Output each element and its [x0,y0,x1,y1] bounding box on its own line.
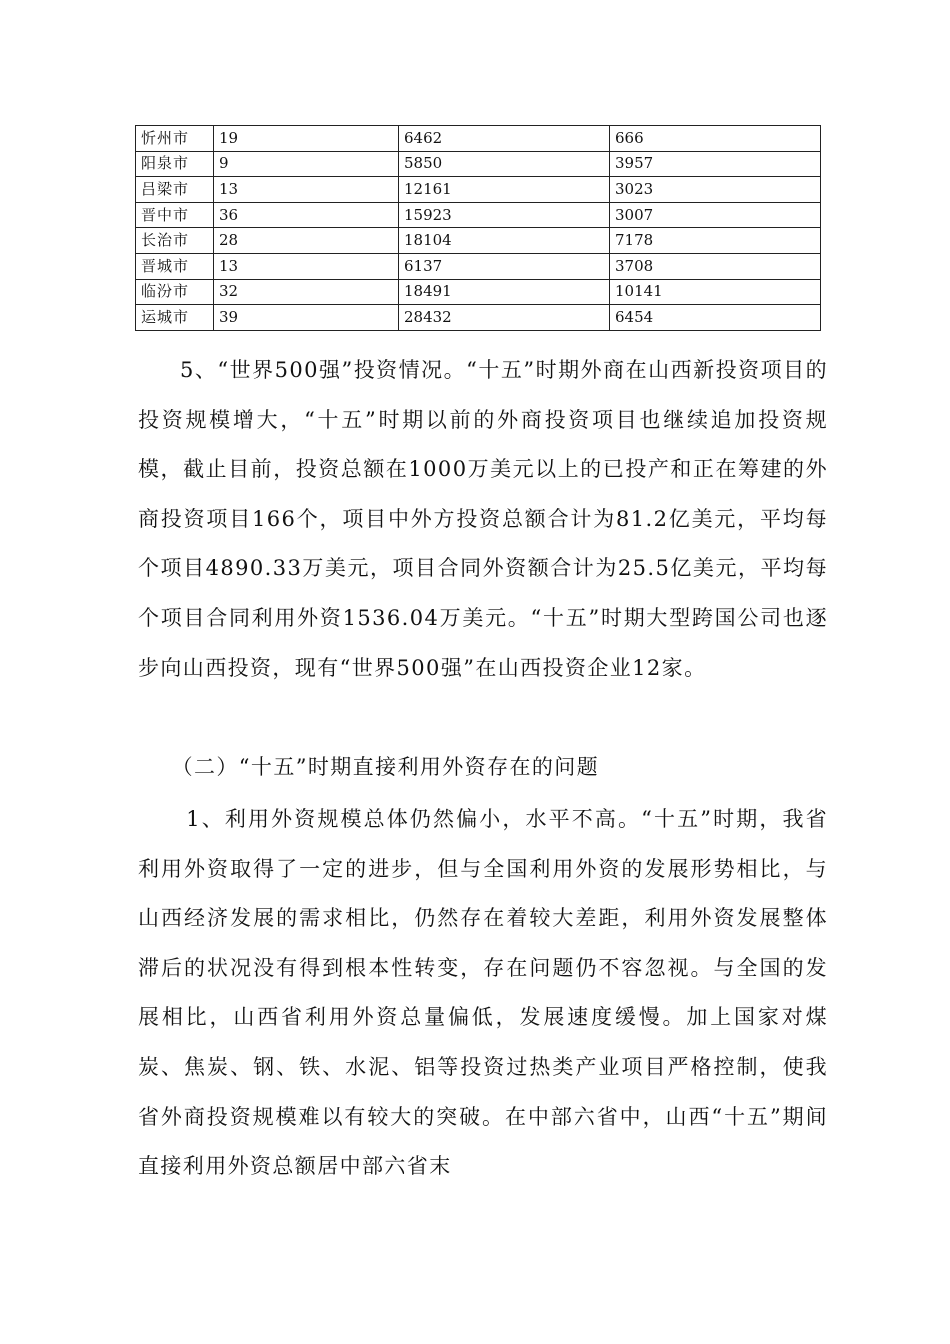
paragraph-scale-problem: 1、利用外资规模总体仍然偏小，水平不高。“十五”时期，我省利用外资取得了一定的进步，但与全国利用外资的发展形势相比，与山西经济发展的需求相比，仍然存在着较大差距，利用外资发展整体滞后的状况没有得到根本性转变，存在问题仍不容忽视。与全国的发展相比，山西省利用外资总量偏低，发展速度缓慢。加上国家对煤炭、焦炭、钢、铁、水泥、铝等投资过热类产业项目严格控制，使我省外商投资规模难以有较大的突破。在中部六省中，山西“十五”期间直接利用外资总额居中部六省末 [138,807,828,1179]
table-cell: 3708 [610,253,821,279]
table-row [136,228,821,254]
city-cell: 忻州市 [136,126,214,152]
table-cell: 28432 [399,305,610,331]
table-cell: 18491 [399,279,610,305]
table-cell: 13 [214,253,399,279]
table-row [136,126,821,152]
table-row [136,177,821,203]
table-row [136,305,821,331]
table-cell: 10141 [610,279,821,305]
section-heading-block [138,743,828,793]
table-row [136,202,821,228]
city-cell: 长治市 [136,228,214,254]
city-cell: 临汾市 [136,279,214,305]
table-cell: 39 [214,305,399,331]
table-row [136,151,821,177]
table-cell: 12161 [399,177,610,203]
table-cell: 18104 [399,228,610,254]
table-cell: 3023 [610,177,821,203]
table-cell: 6454 [610,305,821,331]
table-cell: 36 [214,202,399,228]
table-cell: 3957 [610,151,821,177]
paragraph-fortune500-investment: 5、“世界500强”投资情况。“十五”时期外商在山西新投资项目的投资规模增大，“十五”时期以前的外商投资项目也继续追加投资规模，截止目前，投资总额在1000万美元以上的已投产和正在筹建的外商投资项目166个，项目中外方投资总额合计为81.2亿美元，平均每个项目4890.33万美元，项目合同外资额合计为25.5亿美元，平均每个项目合同利用外资1536.04万美元。“十五”时期大型跨国公司也逐步向山西投资，现有“世界500强”在山西投资企业12家。 [138,358,828,680]
section-fortune500 [138,346,828,693]
table-cell: 15923 [399,202,610,228]
city-cell: 阳泉市 [136,151,214,177]
table-cell: 13 [214,177,399,203]
city-investment-table [135,125,821,331]
table-cell: 32 [214,279,399,305]
table-cell: 28 [214,228,399,254]
table-row [136,253,821,279]
table-cell: 7178 [610,228,821,254]
table-cell: 6137 [399,253,610,279]
table-cell: 5850 [399,151,610,177]
section-heading: （二）“十五”时期直接利用外资存在的问题 [171,755,600,779]
table-cell: 6462 [399,126,610,152]
table-cell: 3007 [610,202,821,228]
section-problems [138,795,828,1192]
table-row [136,279,821,305]
city-cell: 吕梁市 [136,177,214,203]
table-cell: 19 [214,126,399,152]
city-cell: 晋中市 [136,202,214,228]
city-cell: 运城市 [136,305,214,331]
table-cell: 666 [610,126,821,152]
table-cell: 9 [214,151,399,177]
city-cell: 晋城市 [136,253,214,279]
